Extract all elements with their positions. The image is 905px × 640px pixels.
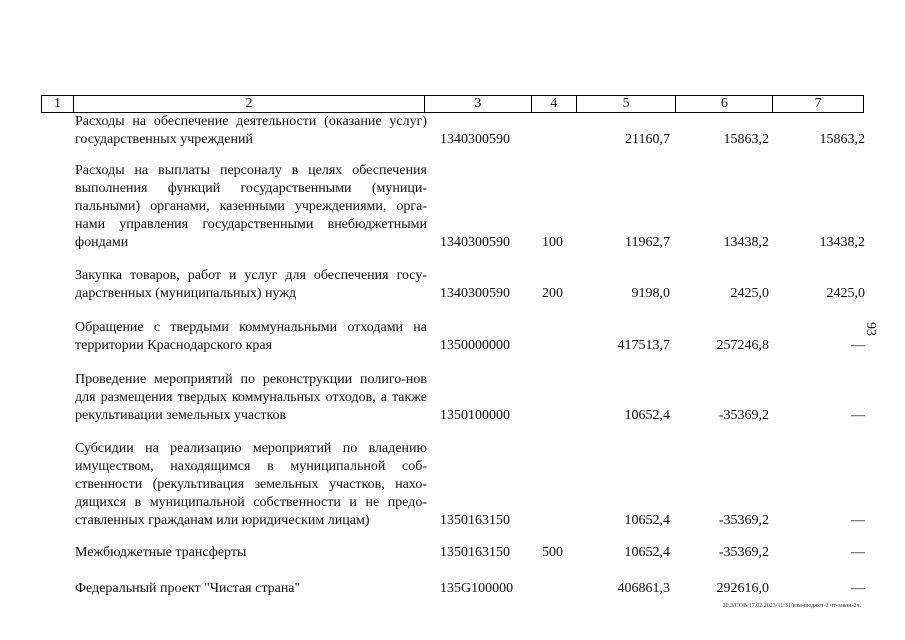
row-value-6: -35369,2 bbox=[718, 513, 769, 528]
header-cell: 3 bbox=[425, 96, 532, 112]
row-description: Проведение мероприятий по реконструкции полиго-нов для размещения твердых коммунальных отходов, а также рекультивации земельных участков bbox=[75, 372, 427, 423]
row-value-6: 2425,0 bbox=[730, 286, 769, 301]
row-value-6: 13438,2 bbox=[723, 235, 769, 250]
row-value-7: — bbox=[851, 581, 865, 596]
row-value-7: 13438,2 bbox=[819, 235, 865, 250]
row-value-5: 9198,0 bbox=[631, 286, 670, 301]
row-description: Закупка товаров, работ и услуг для обеспечения госу-дарственных (муниципальных) нужд bbox=[75, 268, 427, 301]
row-value-5: 10652,4 bbox=[624, 545, 670, 560]
row-code: 1350100000 bbox=[440, 408, 510, 423]
table-row bbox=[0, 267, 905, 307]
row-code: 1350163150 bbox=[440, 513, 510, 528]
row-type: 500 bbox=[542, 545, 563, 560]
row-code: 1350000000 bbox=[440, 338, 510, 353]
row-type: 100 bbox=[542, 235, 563, 250]
row-description: Субсидии на реализацию мероприятий по владению имуществом, находящимся в муниципальной соб-ственности (рекультивация земельных участков, нахо-дящихся в муниципальной собственности и не предо-ставленных гражданам или юридическим лицам) bbox=[75, 441, 427, 528]
table-row bbox=[0, 440, 905, 532]
row-description: Расходы на выплаты персоналу в целях обеспечения выполнения функций государственными (муници-пальными) органами, казенными учреждениями, орга-нами управления государственными внебюджетными фондами bbox=[75, 163, 427, 250]
row-value-5: 406861,3 bbox=[617, 581, 670, 596]
row-value-7: — bbox=[851, 408, 865, 423]
row-value-6: -35369,2 bbox=[718, 545, 769, 560]
header-cell: 4 bbox=[532, 96, 577, 112]
row-description: Расходы на обеспечение деятельности (оказание услуг) государственных учреждений bbox=[75, 114, 427, 147]
table-row bbox=[0, 371, 905, 427]
row-description: Обращение с твердыми коммунальными отходами на территории Краснодарского края bbox=[75, 320, 427, 353]
header-cell: 2 bbox=[74, 96, 425, 112]
table-row bbox=[0, 113, 905, 153]
footer-stamp: 20.3/СОВ/17.02.2023/11:31/изм-бюджет-2 чт-закон-2ч. bbox=[722, 603, 861, 609]
row-value-5: 11962,7 bbox=[625, 235, 670, 250]
table-row bbox=[0, 580, 905, 600]
row-code: 1350163150 bbox=[440, 545, 510, 560]
row-code: 135G100000 bbox=[440, 581, 514, 596]
row-code: 1340300590 bbox=[440, 132, 510, 147]
row-value-5: 21160,7 bbox=[625, 132, 670, 147]
header-cell: 7 bbox=[814, 96, 822, 111]
row-value-6: -35369,2 bbox=[718, 408, 769, 423]
row-description: Федеральный проект "Чистая страна" bbox=[75, 581, 301, 596]
row-type: 200 bbox=[542, 286, 563, 301]
page-number: 93 bbox=[863, 322, 878, 336]
row-value-7: 2425,0 bbox=[826, 286, 865, 301]
row-value-6: 292616,0 bbox=[716, 581, 769, 596]
table-header bbox=[41, 95, 864, 113]
row-value-7: — bbox=[851, 338, 865, 353]
header-cell: 6 bbox=[676, 96, 773, 112]
row-value-7: — bbox=[851, 513, 865, 528]
table-row bbox=[0, 162, 905, 254]
row-value-5: 10652,4 bbox=[624, 408, 670, 423]
row-code: 1340300590 bbox=[440, 235, 510, 250]
row-value-7: — bbox=[851, 545, 865, 560]
row-value-7: 15863,2 bbox=[819, 132, 865, 147]
header-cell: 5 bbox=[577, 96, 677, 112]
table-row bbox=[0, 544, 905, 564]
row-code: 1340300590 bbox=[440, 286, 510, 301]
table-row bbox=[0, 319, 905, 359]
row-value-6: 257246,8 bbox=[716, 338, 769, 353]
header-cell: 1 bbox=[42, 96, 74, 112]
row-value-6: 15863,2 bbox=[723, 132, 769, 147]
row-value-5: 10652,4 bbox=[624, 513, 670, 528]
row-value-5: 417513,7 bbox=[617, 338, 670, 353]
row-description: Межбюджетные трансферты bbox=[75, 545, 247, 560]
